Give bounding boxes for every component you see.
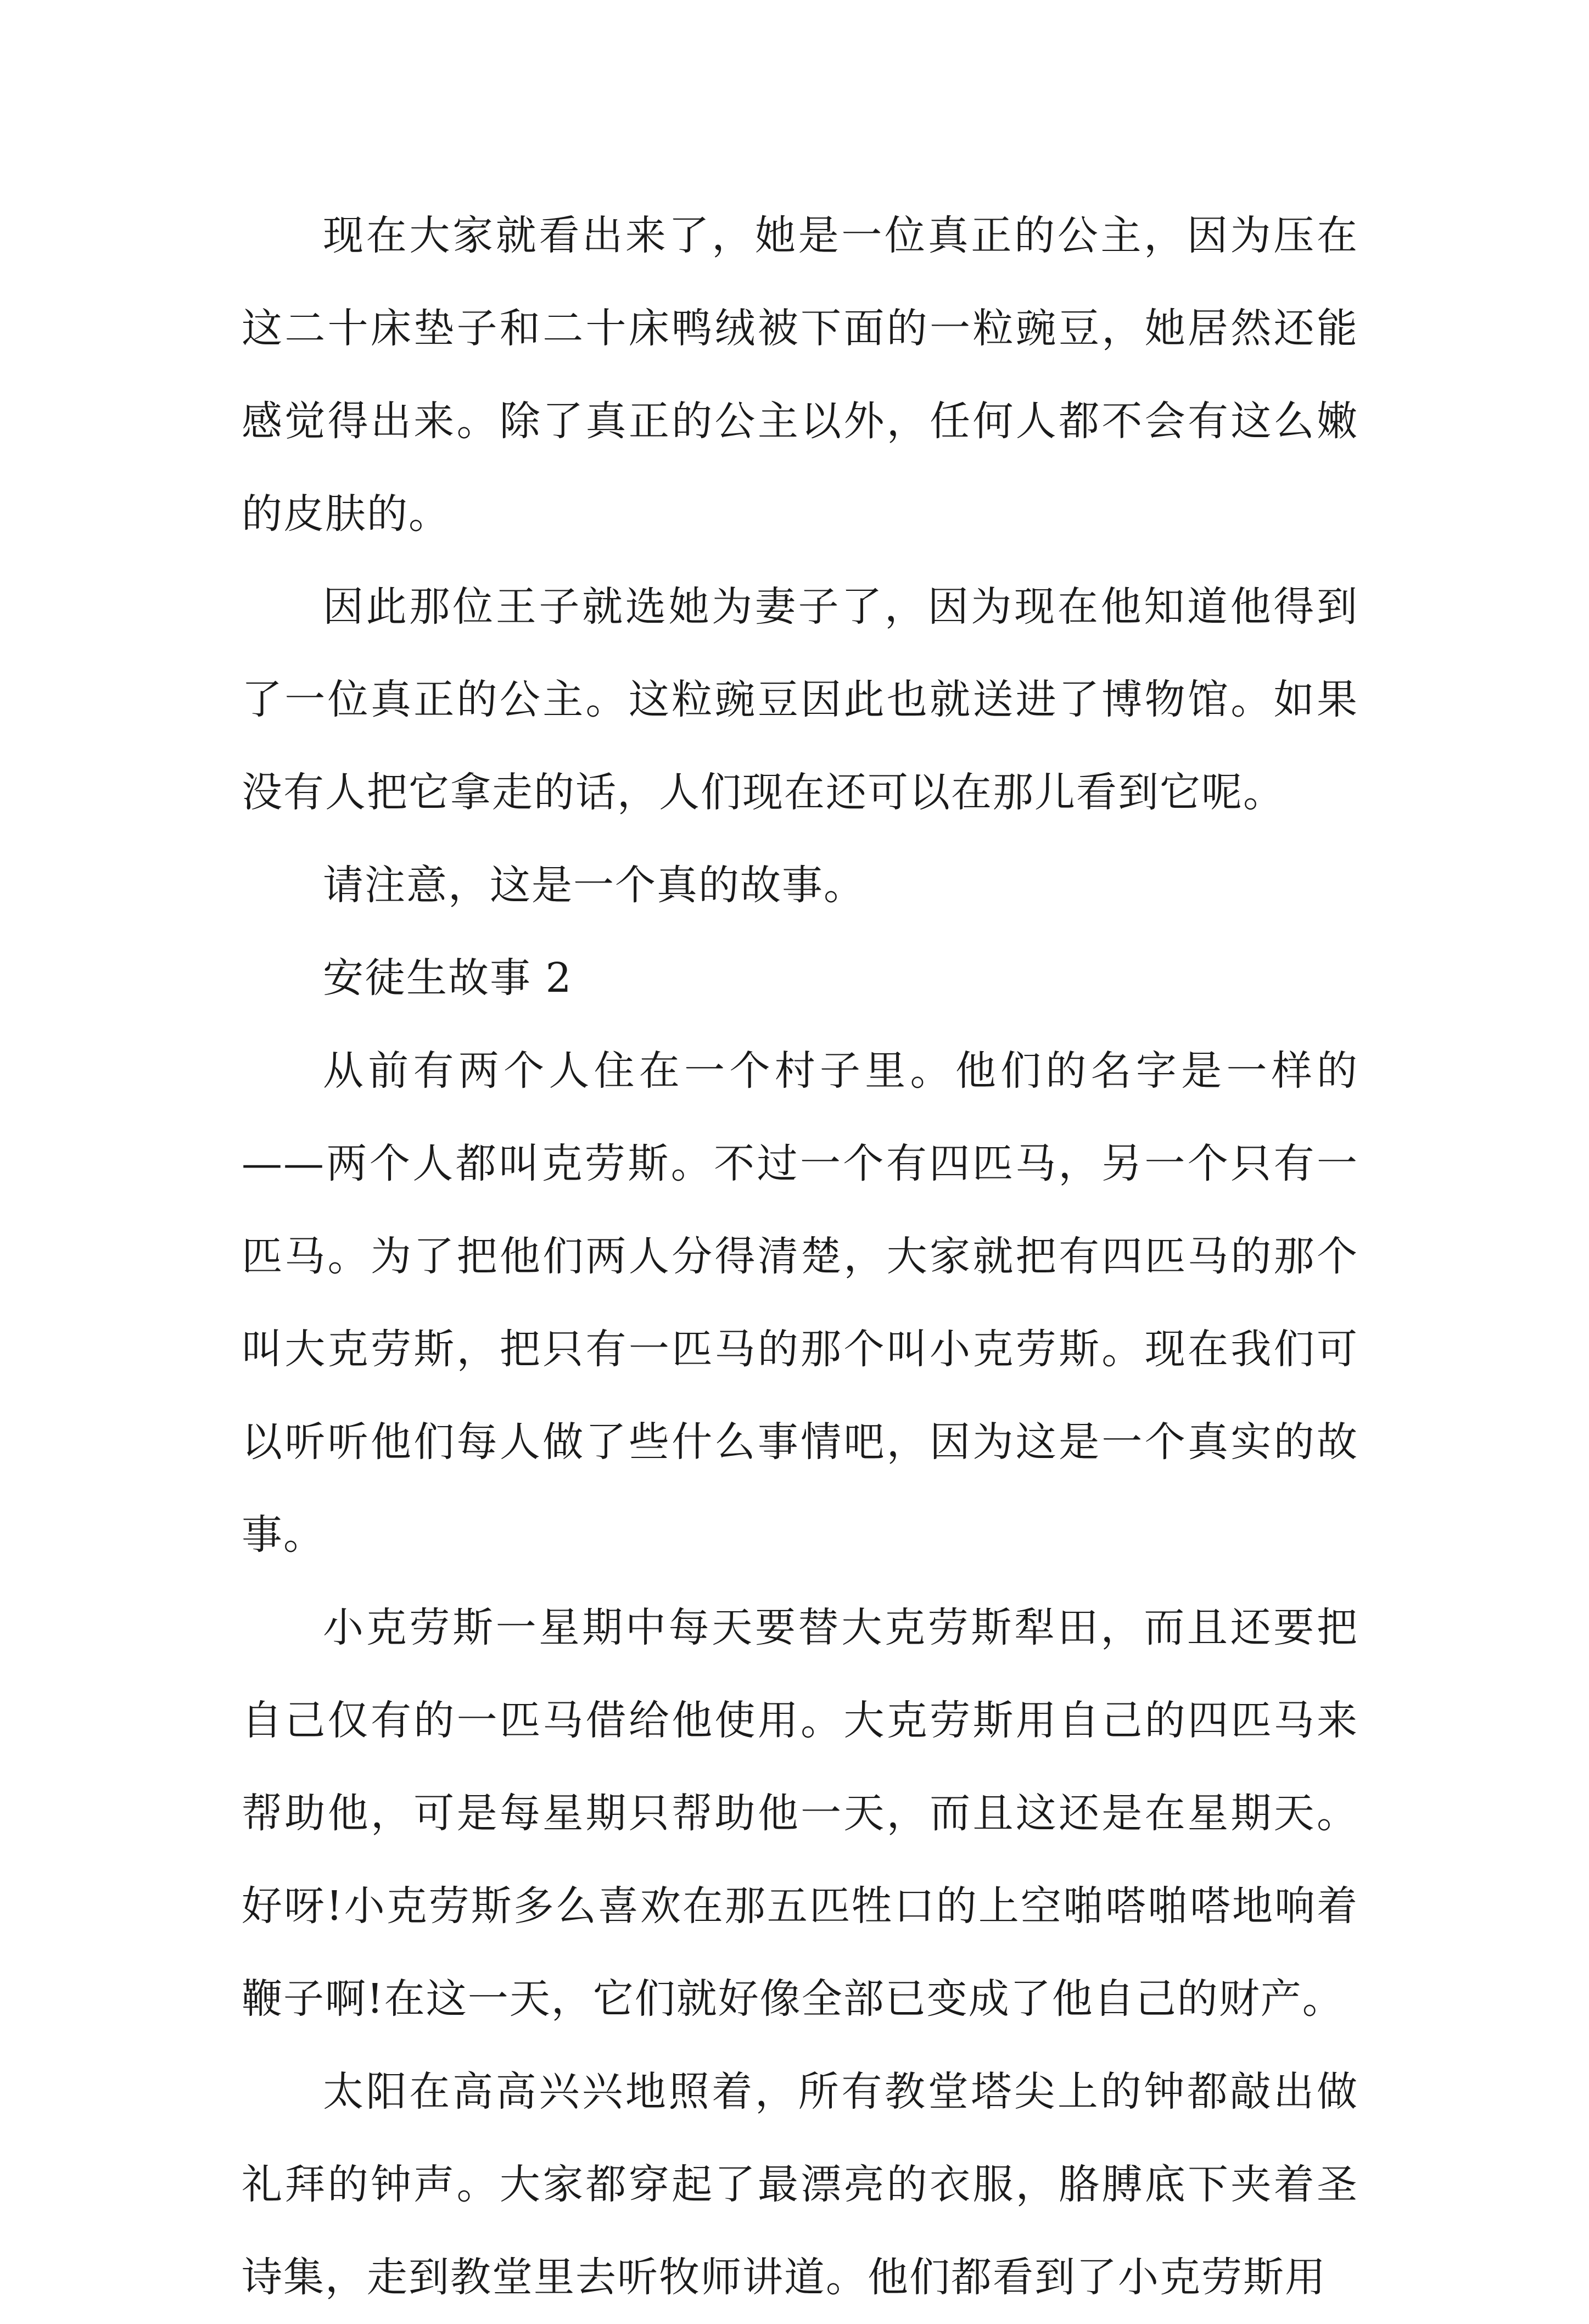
paragraph: 太阳在高高兴兴地照着，所有教堂塔尖上的钟都敲出做礼拜的钟声。大家都穿起了最漂亮的衣服，胳膊底下夹着圣诗集，走到教堂里去听牧师讲道。他们都看到了小克劳斯用 — [242, 2068, 1358, 2301]
paragraph: 请注意，这是一个真的故事。 — [323, 862, 865, 909]
paragraph: 现在大家就看出来了，她是一位真正的公主，因为压在这二十床垫子和二十床鸭绒被下面的一粒豌豆，她居然还能感觉得出来。除了真正的公主以外，任何人都不会有这么嫩的皮肤的。 — [242, 212, 1358, 538]
paragraph: 从前有两个人住在一个村子里。他们的名字是一样的——两个人都叫克劳斯。不过一个有四匹马，另一个只有一匹马。为了把他们两人分得清楚，大家就把有四匹马的那个叫大克劳斯，把只有一匹马的那个叫小克劳斯。现在我们可以听听他们每人做了些什么事情吧，因为这是一个真实的故事。 — [242, 1047, 1358, 1558]
document-body — [242, 189, 1358, 2324]
paragraph: 小克劳斯一星期中每天要替大克劳斯犁田，而且还要把自己仅有的一匹马借给他使用。大克劳斯用自己的四匹马来帮助他，可是每星期只帮助他一天，而且这还是在星期天。好呀!小克劳斯多么喜欢在那五匹牲口的上空啪嗒啪嗒地响着鞭子啊!在这一天，它们就好像全部已变成了他自己的财产。 — [242, 1604, 1358, 2023]
section-heading: 安徒生故事 2 — [323, 954, 573, 1002]
paragraph: 因此那位王子就选她为妻子了，因为现在他知道他得到了一位真正的公主。这粒豌豆因此也就送进了博物馆。如果没有人把它拿走的话，人们现在还可以在那儿看到它呢。 — [242, 583, 1358, 816]
